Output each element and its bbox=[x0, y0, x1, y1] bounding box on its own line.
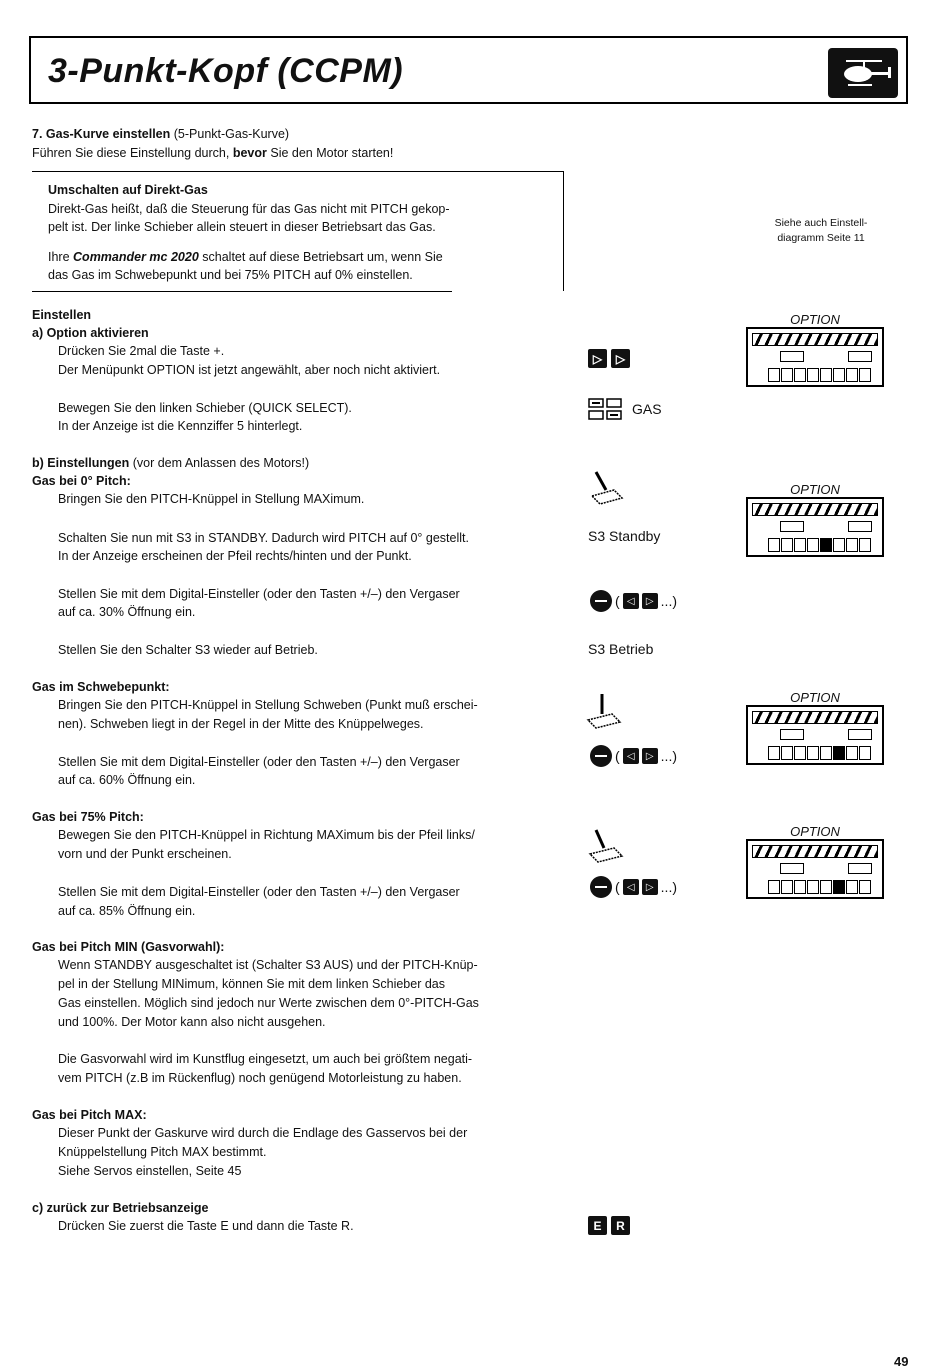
digital-adjuster: ( ◁ ▷ ...) bbox=[590, 745, 677, 767]
body-line: pel in der Stellung MINimum, können Sie mit dem linken Schieber das bbox=[58, 977, 445, 991]
lcd-bar bbox=[752, 333, 878, 346]
page-title: 3-Punkt-Kopf (CCPM) bbox=[48, 52, 404, 90]
subheading: Gas bei Pitch MAX: bbox=[32, 1108, 147, 1122]
note-line: das Gas im Schwebepunkt und bei 75% PITCH auf 0% einstellen. bbox=[48, 268, 413, 282]
digital-knob-icon bbox=[590, 876, 612, 898]
lcd-display bbox=[746, 690, 884, 765]
subheading: b) Einstellungen (vor dem Anlassen des Motors!) bbox=[32, 456, 310, 470]
body-line: Gas einstellen. Möglich sind jedoch nur Werte zwischen dem 0°-PITCH-Gas bbox=[58, 996, 479, 1010]
body-line: Bewegen Sie den PITCH-Knüppel in Richtung MAXimum bis der Pfeil links/ bbox=[58, 828, 475, 842]
lcd-display bbox=[746, 482, 884, 557]
note-border-top bbox=[32, 171, 564, 172]
s3-betrieb-label: S3 Betrieb bbox=[588, 641, 654, 657]
lcd-label: OPTION bbox=[790, 482, 840, 497]
note-line: Ihre Commander mc 2020 schaltet auf diese Betriebsart um, wenn Sie bbox=[48, 250, 443, 264]
digital-knob-icon bbox=[590, 745, 612, 767]
body-line: Stellen Sie mit dem Digital-Einsteller (oder den Tasten +/–) den Vergaser bbox=[58, 587, 460, 601]
lcd-label: OPTION bbox=[790, 824, 840, 839]
minus-key-icon: ◁ bbox=[623, 748, 639, 764]
body-line: Dieser Punkt der Gaskurve wird durch die Endlage des Gasservos bei der bbox=[58, 1126, 468, 1140]
lcd-segments bbox=[768, 538, 882, 552]
body-line: auf ca. 30% Öffnung ein. bbox=[58, 605, 196, 619]
subheading: Gas im Schwebepunkt: bbox=[32, 680, 170, 694]
note-title: Umschalten auf Direkt-Gas bbox=[48, 183, 208, 197]
gas-label: GAS bbox=[632, 401, 662, 417]
lcd-screen bbox=[746, 497, 884, 557]
plus-key-icon: ▷ bbox=[642, 879, 658, 895]
section-intro: Führen Sie diese Einstellung durch, bevor Sie den Motor starten! bbox=[32, 146, 394, 160]
subheading: c) zurück zur Betriebsanzeige bbox=[32, 1201, 209, 1215]
body-line: auf ca. 85% Öffnung ein. bbox=[58, 904, 196, 918]
lcd-screen bbox=[746, 327, 884, 387]
body-line: Bewegen Sie den linken Schieber (QUICK SELECT). bbox=[58, 401, 352, 415]
lcd-label: OPTION bbox=[790, 312, 840, 327]
exit-keys bbox=[588, 1216, 630, 1235]
stick-max-icon bbox=[584, 468, 624, 508]
note-line: pelt ist. Der linke Schieber allein steuert in dieser Betriebsart das Gas. bbox=[48, 220, 436, 234]
body-line: Bringen Sie den PITCH-Knüppel in Stellung Schweben (Punkt muß erschei- bbox=[58, 698, 478, 712]
digital-knob-icon bbox=[590, 590, 612, 612]
lcd-bar bbox=[752, 711, 878, 724]
lcd-label: OPTION bbox=[790, 690, 840, 705]
subheading: Gas bei 0° Pitch: bbox=[32, 474, 131, 488]
stick-hover-icon bbox=[584, 692, 624, 732]
minus-key-icon: ◁ bbox=[623, 879, 639, 895]
body-line: Stellen Sie mit dem Digital-Einsteller (oder den Tasten +/–) den Vergaser bbox=[58, 755, 460, 769]
body-line: vem PITCH (z.B im Rückenflug) noch genügend Motorleistung zu haben. bbox=[58, 1071, 462, 1085]
subheading: Einstellen bbox=[32, 308, 92, 322]
plus-keys bbox=[588, 349, 630, 368]
body-line: In der Anzeige ist die Kennziffer 5 hinterlegt. bbox=[58, 419, 303, 433]
body-line: Siehe Servos einstellen, Seite 45 bbox=[58, 1164, 242, 1178]
body-line: Drücken Sie 2mal die Taste +. bbox=[58, 344, 225, 358]
slider-icon bbox=[588, 396, 622, 422]
stick-75-icon bbox=[584, 826, 624, 866]
subheading: Gas bei 75% Pitch: bbox=[32, 810, 144, 824]
body-line: und 100%. Der Motor kann also nicht ausgehen. bbox=[58, 1015, 326, 1029]
lcd-display bbox=[746, 312, 884, 387]
plus-key-icon: ▷ bbox=[611, 349, 630, 368]
plus-key-icon: ▷ bbox=[642, 593, 658, 609]
body-line: Stellen Sie den Schalter S3 wieder auf Betrieb. bbox=[58, 643, 318, 657]
e-key-icon: E bbox=[588, 1216, 607, 1235]
subheading: Gas bei Pitch MIN (Gasvorwahl): bbox=[32, 940, 225, 954]
lcd-segments bbox=[768, 880, 882, 894]
subheading: a) Option aktivieren bbox=[32, 326, 149, 340]
note-border-bottom bbox=[32, 291, 452, 292]
note-border-right bbox=[563, 171, 564, 291]
body-line: In der Anzeige erscheinen der Pfeil rechts/hinten und der Punkt. bbox=[58, 549, 412, 563]
body-line: Drücken Sie zuerst die Taste E und dann die Taste R. bbox=[58, 1219, 354, 1233]
body-line: Die Gasvorwahl wird im Kunstflug eingesetzt, um auch bei größtem negati- bbox=[58, 1052, 473, 1066]
note-line: Direkt-Gas heißt, daß die Steuerung für das Gas nicht mit PITCH gekop- bbox=[48, 202, 450, 216]
lcd-screen bbox=[746, 705, 884, 765]
digital-adjuster: ( ◁ ▷ ...) bbox=[590, 876, 677, 898]
body-line: nen). Schweben liegt in der Regel in der Mitte des Knüppelweges. bbox=[58, 717, 424, 731]
slider-gas bbox=[588, 396, 662, 422]
r-key-icon: R bbox=[611, 1216, 630, 1235]
body-line: Der Menüpunkt OPTION ist jetzt angewählt, aber noch nicht aktiviert. bbox=[58, 363, 441, 377]
lcd-display bbox=[746, 824, 884, 899]
body-line: vorn und der Punkt erscheinen. bbox=[58, 847, 232, 861]
lcd-segments bbox=[768, 746, 882, 760]
lcd-bar bbox=[752, 845, 878, 858]
plus-key-icon: ▷ bbox=[642, 748, 658, 764]
body-line: Bringen Sie den PITCH-Knüppel in Stellung MAXimum. bbox=[58, 492, 365, 506]
section-heading: 7. Gas-Kurve einstellen (5-Punkt-Gas-Kurve) bbox=[32, 127, 290, 141]
plus-key-icon: ▷ bbox=[588, 349, 607, 368]
body-line: Knüppelstellung Pitch MAX bestimmt. bbox=[58, 1145, 267, 1159]
lcd-screen bbox=[746, 839, 884, 899]
minus-key-icon: ◁ bbox=[623, 593, 639, 609]
body-line: Wenn STANDBY ausgeschaltet ist (Schalter S3 AUS) und der PITCH-Knüp- bbox=[58, 958, 478, 972]
body-line: Stellen Sie mit dem Digital-Einsteller (oder den Tasten +/–) den Vergaser bbox=[58, 885, 460, 899]
digital-adjuster: ( ◁ ▷ ...) bbox=[590, 590, 677, 612]
lcd-segments bbox=[768, 368, 882, 382]
lcd-bar bbox=[752, 503, 878, 516]
s3-standby-label: S3 Standby bbox=[588, 528, 661, 544]
helicopter-icon bbox=[828, 48, 898, 98]
body-line: auf ca. 60% Öffnung ein. bbox=[58, 773, 196, 787]
page-number: 49 bbox=[894, 1354, 909, 1369]
side-note: Siehe auch Einstell- diagramm Seite 11 bbox=[774, 217, 868, 244]
body-line: Schalten Sie nun mit S3 in STANDBY. Dadurch wird PITCH auf 0° gestellt. bbox=[58, 531, 469, 545]
